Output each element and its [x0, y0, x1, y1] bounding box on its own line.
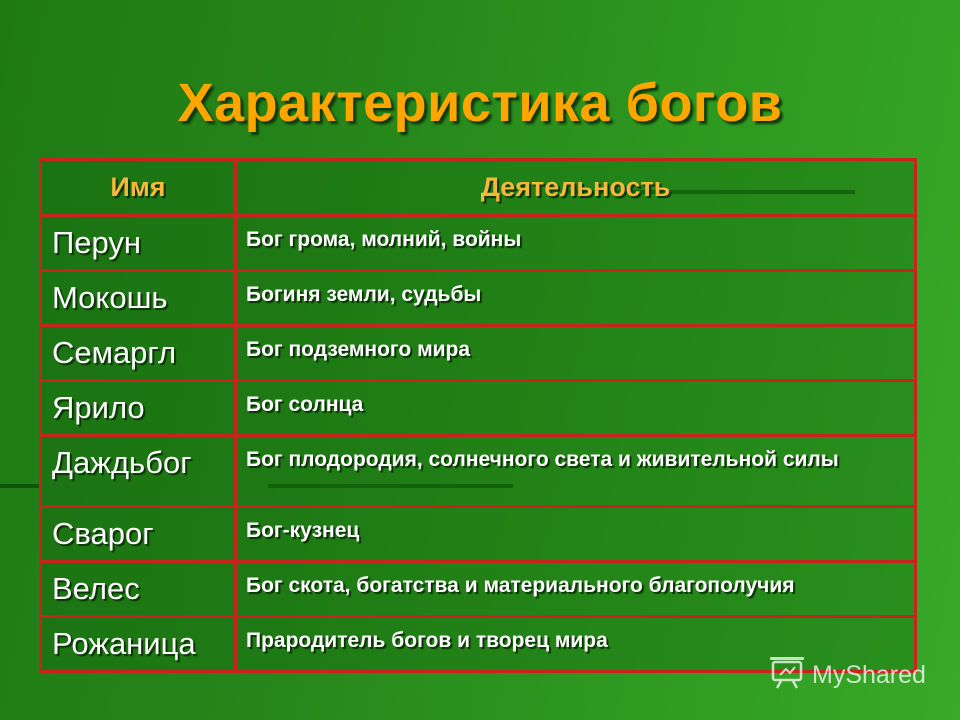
god-name: Ярило [41, 381, 236, 436]
god-activity: Бог плодородия, солнечного света и живительной силы [236, 436, 916, 507]
table-header-row [41, 160, 916, 216]
god-activity: Богиня земли, судьбы [236, 271, 916, 326]
table-row [41, 562, 916, 617]
god-name: Даждьбог [41, 436, 236, 507]
god-name: Велес [41, 562, 236, 617]
god-activity: Бог скота, богатства и материального благополучия [236, 562, 916, 617]
watermark[interactable] [768, 657, 926, 693]
god-name: Перун [41, 216, 236, 271]
table-row [41, 216, 916, 271]
table-row [41, 381, 916, 436]
gods-table [39, 158, 917, 673]
table-row [41, 271, 916, 326]
god-activity: Бог подземного мира [236, 326, 916, 381]
god-activity: Прародитель богов и творец мира [236, 617, 916, 672]
column-header-name: Имя [41, 160, 236, 216]
table-row [41, 326, 916, 381]
god-name: Семаргл [41, 326, 236, 381]
god-name: Рожаница [41, 617, 236, 672]
god-name: Сварог [41, 507, 236, 562]
slide-title: Характеристика богов [177, 73, 783, 133]
god-name: Мокошь [41, 271, 236, 326]
projector-screen-icon [768, 654, 812, 697]
table-row [41, 507, 916, 562]
table-row [41, 436, 916, 507]
watermark-text: MyShared [812, 660, 926, 689]
god-activity: Бог грома, молний, войны [236, 216, 916, 271]
god-activity: Бог-кузнец [236, 507, 916, 562]
god-activity: Бог солнца [236, 381, 916, 436]
decorative-stripe [0, 484, 40, 488]
column-header-activity: Деятельность [236, 160, 916, 216]
